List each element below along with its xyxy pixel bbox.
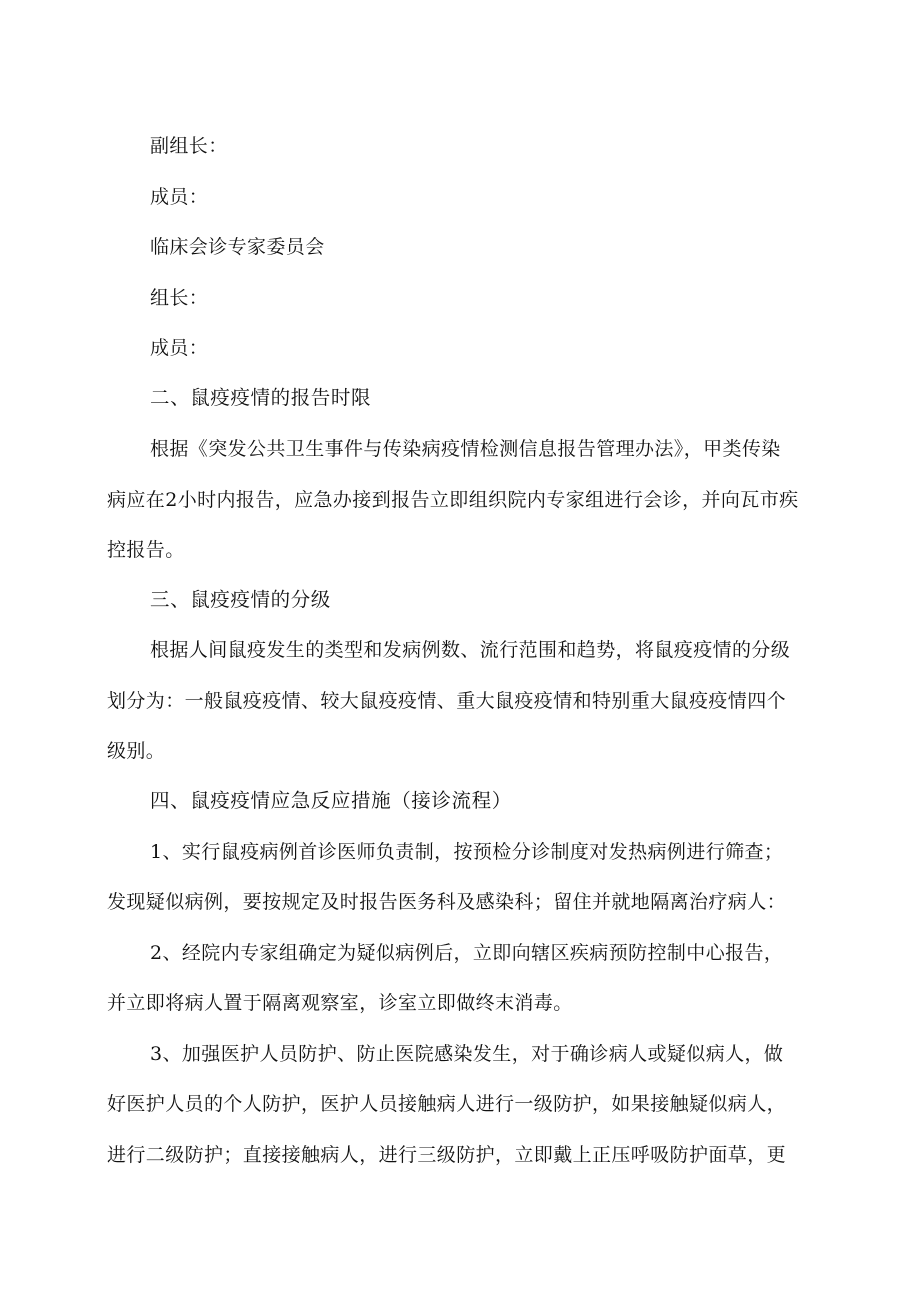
section-heading-3: 三、鼠疫疫情的分级 (150, 588, 331, 611)
paragraph-line: 级别。 (107, 740, 166, 762)
members-label-2: 成员： (150, 337, 209, 359)
paragraph-line: 划分为：一般鼠疫疫情、较大鼠疫疫情、重大鼠疫疫情和特别重大鼠疫疫情四个 (107, 690, 787, 712)
paragraph-line: 1、实行鼠疫病例首诊医师负责制，按预检分诊制度对发热病例进行筛查； (150, 841, 784, 863)
paragraph-line: 2、经院内专家组确定为疑似病例后，立即向辖区疾病预防控制中心报告， (150, 942, 784, 964)
section-heading-4: 四、鼠疫疫情应急反应措施（接诊流程） (150, 789, 512, 812)
paragraph-line: 根据人间鼠疫发生的类型和发病例数、流行范围和趋势，将鼠疫疫情的分级 (150, 639, 791, 661)
leader-label: 组长： (150, 287, 209, 309)
members-label: 成员： (150, 186, 209, 208)
paragraph-line: 病应在2小时内报告，应急办接到报告立即组织院内专家组进行会诊，并向瓦市疾 (107, 489, 799, 511)
paragraph-line: 控报告。 (107, 539, 185, 561)
paragraph-line: 根据《突发公共卫生事件与传染病疫情检测信息报告管理办法》，甲类传染 (150, 438, 781, 460)
paragraph-line: 好医护人员的个人防护，医护人员接触病人进行一级防护，如果接触疑似病人， (107, 1093, 787, 1115)
paragraph-line: 并立即将病人置于隔离观察室，诊室立即做终末消毒。 (107, 992, 573, 1014)
vice-leader-label: 副组长： (150, 135, 228, 157)
paragraph-line: 发现疑似病例，要按规定及时报告医务科及感染科；留住并就地隔离治疗病人： (107, 891, 787, 913)
committee-title: 临床会诊专家委员会 (150, 236, 325, 258)
paragraph-line: 3、加强医护人员防护、防止医院感染发生，对于确诊病人或疑似病人，做 (150, 1043, 784, 1065)
section-heading-2: 二、鼠疫疫情的报告时限 (150, 386, 372, 409)
paragraph-line: 进行二级防护；直接接触病人，进行三级防护，立即戴上正压呼吸防护面草，更 (107, 1144, 787, 1166)
